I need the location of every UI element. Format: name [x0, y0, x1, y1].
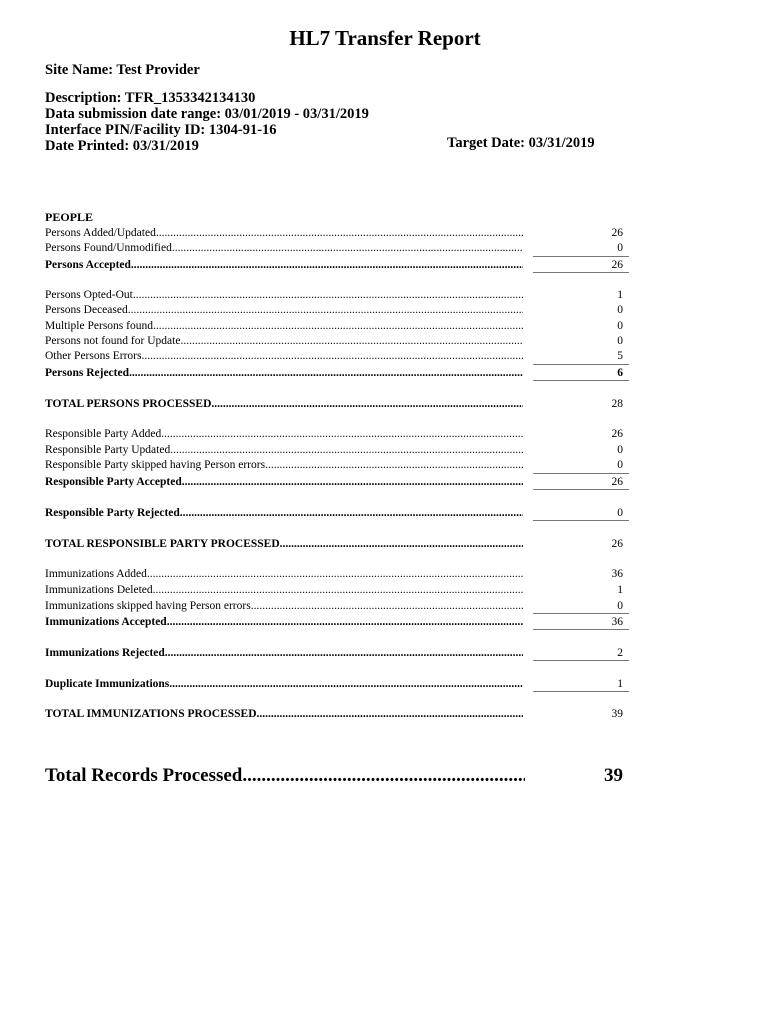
report-row [45, 333, 623, 349]
report-row [45, 676, 623, 692]
row-value: 6 [617, 367, 623, 379]
subtotal-rule [533, 660, 629, 661]
row-value: 0 [617, 320, 623, 332]
report-row [45, 566, 623, 582]
total-records-row [45, 764, 623, 788]
row-value: 0 [617, 335, 623, 347]
report-row [45, 426, 623, 442]
row-label: Persons Added/Updated ..... [45, 225, 523, 241]
report-row [45, 365, 623, 381]
total-records-value: 39 [604, 765, 623, 786]
report-row [45, 240, 623, 256]
row-value: 0 [617, 600, 623, 612]
row-value: 26 [611, 428, 623, 440]
subtotal-rule [533, 629, 629, 630]
row-label: Multiple Persons found ..... [45, 318, 523, 334]
report-row [45, 505, 623, 521]
row-label: Immunizations Deleted ..... [45, 582, 523, 598]
report-row [45, 536, 623, 552]
row-value: 39 [611, 708, 623, 720]
row-value: 28 [611, 398, 623, 410]
row-label: Responsible Party Updated ..... [45, 442, 523, 458]
row-label: Responsible Party Added ..... [45, 426, 523, 442]
subtotal-rule [533, 272, 629, 273]
row-label: Responsible Party Rejected ..... [45, 505, 523, 521]
target-date: Target Date: 03/31/2019 [447, 135, 595, 151]
site-name: Site Name: Test Provider [45, 62, 200, 78]
row-label: Persons Found/Unmodified ..... [45, 240, 523, 256]
row-value: 5 [617, 350, 623, 362]
row-value: 0 [617, 304, 623, 316]
row-value: 0 [617, 242, 623, 254]
row-value: 0 [617, 507, 623, 519]
report-row [45, 457, 623, 473]
row-label: Persons Accepted ..... [45, 257, 523, 273]
row-label: TOTAL IMMUNIZATIONS PROCESSED ..... [45, 706, 523, 722]
report-row [45, 318, 623, 334]
subtotal-rule [533, 489, 629, 490]
row-value: 26 [611, 476, 623, 488]
row-label: Persons not found for Update ..... [45, 333, 523, 349]
row-value: 26 [611, 259, 623, 271]
row-label: TOTAL RESPONSIBLE PARTY PROCESSED ..... [45, 536, 523, 552]
report-row [45, 474, 623, 490]
report-row [45, 257, 623, 273]
people-section-label: PEOPLE [45, 210, 94, 224]
report-row [45, 582, 623, 598]
subtotal-rule [533, 380, 629, 381]
total-records-label: Total Records Processed ..... [45, 764, 525, 788]
row-value: 1 [617, 678, 623, 690]
report-row [45, 706, 623, 722]
report-title: HL7 Transfer Report [289, 26, 481, 50]
row-label: Persons Rejected ..... [45, 365, 523, 381]
report-row [45, 442, 623, 458]
row-value: 2 [617, 647, 623, 659]
report-row [45, 396, 623, 412]
row-label: Immunizations skipped having Person errors ..... [45, 598, 523, 614]
date-range: Data submission date range: 03/01/2019 - 03/31/2019 [45, 106, 369, 122]
report-row [45, 225, 623, 241]
row-label: Immunizations Added ..... [45, 566, 523, 582]
row-label: Persons Opted-Out ..... [45, 287, 523, 303]
row-label: Responsible Party skipped having Person errors ..... [45, 457, 523, 473]
row-label: Immunizations Rejected ..... [45, 645, 523, 661]
facility-id: Interface PIN/Facility ID: 1304-91-16 [45, 122, 277, 138]
date-printed: Date Printed: 03/31/2019 [45, 138, 199, 154]
row-value: 1 [617, 289, 623, 301]
row-label: Responsible Party Accepted ..... [45, 474, 523, 490]
row-label: TOTAL PERSONS PROCESSED ..... [45, 396, 523, 412]
row-label: Duplicate Immunizations ..... [45, 676, 523, 692]
subtotal-rule [533, 520, 629, 521]
report-row [45, 302, 623, 318]
row-value: 1 [617, 584, 623, 596]
row-value: 0 [617, 459, 623, 471]
description: Description: TFR_1353342134130 [45, 90, 256, 106]
row-value: 36 [611, 568, 623, 580]
row-label: Other Persons Errors ..... [45, 348, 523, 364]
row-value: 0 [617, 444, 623, 456]
row-value: 26 [611, 538, 623, 550]
report-row [45, 645, 623, 661]
report-row [45, 614, 623, 630]
report-row [45, 287, 623, 303]
subtotal-rule [533, 691, 629, 692]
row-value: 26 [611, 227, 623, 239]
report-row [45, 348, 623, 364]
report-row [45, 598, 623, 614]
row-label: Immunizations Accepted ..... [45, 614, 523, 630]
row-value: 36 [611, 616, 623, 628]
row-label: Persons Deceased ..... [45, 302, 523, 318]
